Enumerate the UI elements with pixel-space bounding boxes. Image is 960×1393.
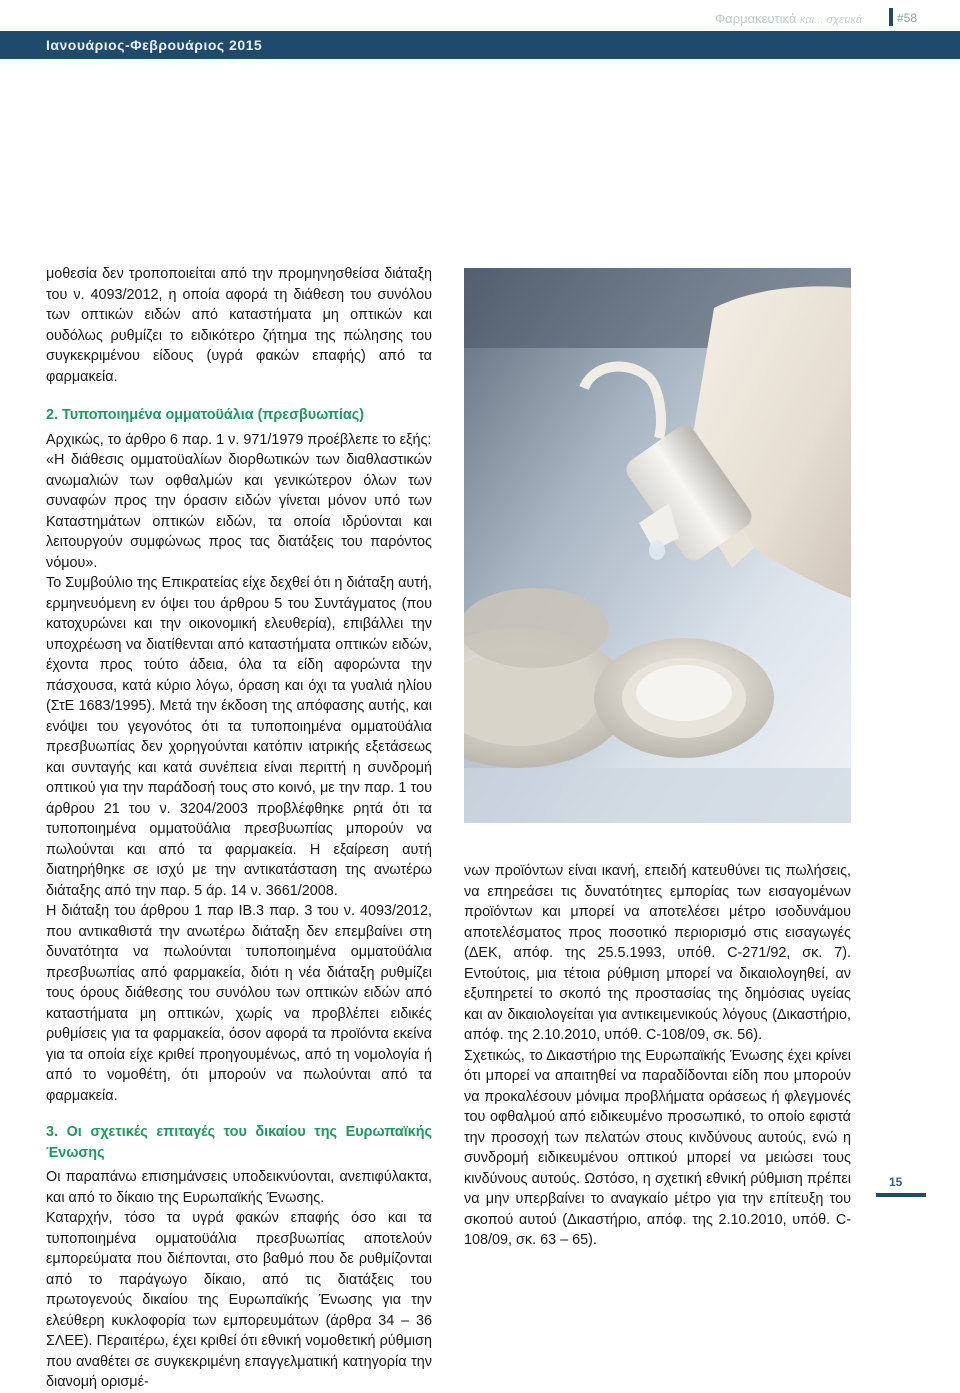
section-2-paragraph-3: Η διάταξη του άρθρου 1 παρ ΙΒ.3 παρ. 3 του ν. 4093/2012, που αντικαθιστά την ανωτέρω διάταξη δεν επεμβαίνει στη δυνατότητα να πωλούνται τυποποιημένα ομματοϋάλια πρεσβυωπίας από φαρμακεία, διότι η νέα διάταξη ρυθμίζει τους όρους διάθεσης του συνόλου των οπτικών ειδών από καταστήματα μη οπτικών, χωρίς να προβλέπει ειδικές ρυθμίσεις για τα φαρμακεία, όσον αφορά τα προϊόντα εκείνα για τα οποία είχε κριθεί προηγουμένως, από τη νομολογία ή από το νομοθέτη, ότι μπορούν να πωλούνται από τα φαρμακεία. [46, 903, 432, 1104]
section-2-heading: 2. Τυποποιημένα ομματοϋάλια (πρεσβυωπίας) [46, 407, 365, 423]
left-column [46, 264, 432, 1393]
section-2-quote: «Η διάθεσις ομματοϋαλίων διορθωτικών των διαθλαστικών ανωμαλιών των οφθαλμών και γενικώτερον όλων των συναφών προς την όρασιν ειδών γίνεται μόνον υπό των Καταστημάτων οπτικών ειδών, τα οποία ιδρύονται και λειτουργούν συμφώνως προς τας διατάξεις του παρόντος νόμου». [46, 452, 432, 571]
section-subtitle: και... σχετικά [800, 14, 862, 26]
right-column [464, 861, 851, 1251]
section-2-paragraph-2: Το Συμβούλιο της Επικρατείας είχε δεχθεί ότι η διάταξη αυτή, ερμηνευόμενη εν όψει του άρθρου 5 του Συντάγματος (που κατοχυρώνει και την οικονομική ελευθερία), επιβάλλει την υποχρέωση να διατίθενται από καταστήματα οπτικών ειδών, έχοντα προς τούτο άδεια, όλα τα είδη αφορώντα την πάσχουσα, κατά κύριο λόγω, όραση και όχι τα γυαλιά ηλίου (ΣτΕ 1683/1995). Μετά την έκδοση της απόφασης αυτής, και ενόψει του γεγονότος ότι τα τυποποιημένα ομματοϋάλια πρεσβυωπίας δεν χορηγούνται κατόπιν ιατρικής εξετάσεως και συνταγής και κατά συνέπεια είναι περιττή η συνδρομή οπτικού για την παράδοσή τους στο κοινό, με την παρ. 1 του άρθρου 21 του ν. 3204/2003 προβλέφθηκε ρητά ότι τα τυποποιημένα ομματοϋάλια πρεσβυωπίας μπορούν να πωλούνται και από τα φαρμακεία. Η εξαίρεση αυτή διατηρήθηκε σε ισχύ με την αντικατάσταση της ανωτέρω διάταξης από την παρ. 5 άρ. 14 ν. 3661/2008. [46, 575, 432, 899]
contact-lens-photo [464, 268, 851, 823]
issue-band [0, 31, 960, 59]
page-number: 15 [889, 1175, 903, 1189]
section-2-paragraph-1: Αρχικώς, το άρθρο 6 παρ. 1 ν. 971/1979 προέβλεπε το εξής: [46, 431, 432, 448]
header-marker-bar [889, 8, 893, 26]
section-3-paragraph-1: Οι παραπάνω επισημάνσεις υποδεικνύονται, ανεπιφύλακτα, και από το δίκαιο της Ευρωπαϊκής Ένωσης. [46, 1169, 432, 1206]
right-paragraph-2: Σχετικώς, το Δικαστήριο της Ευρωπαϊκής Ένωσης έχει κρίνει ότι μπορεί να απαιτηθεί να παραδίδονται είδη που μπορούν να προκαλέσουν μόνιμα προβλήματα οράσεως ή φλεγμονές του οφθαλμού από ειδικευμένο προσωπικό, το οποίο εφιστά την προσοχή των πελατών στους κινδύνους αυτούς, ενώ η συνδρομή ειδικευμένου οπτικού μπορεί να μειώσει τους κινδύνους αυτούς. Ωστόσο, η σχετική εθνική ρύθμιση πρέπει να μην υπερβαίνει το αναγκαίο μέτρο για την επίτευξη του σκοπού αυτού (Δικαστήριο, απόφ. της 2.10.2010, υπόθ. C-108/09, σκ. 63 – 65). [464, 1047, 851, 1248]
issue-date: Ιανουάριος-Φεβρουάριος 2015 [46, 37, 263, 53]
section-3-heading: 3. Οι σχετικές επιταγές του δικαίου της Ευρωπαϊκής Ένωσης [46, 1124, 432, 1161]
right-paragraph-1: νων προϊόντων είναι ικανή, επειδή κατευθύνει τις πωλήσεις, να επηρεάσει τις δυνατότητες εμπορίας των εισαγομένων προϊόντων και μπορεί να αποτελέσει μέτρο ισοδυνάμου αποτελέσματος προς ποσοτικό περιορισμό στις εισαγωγές (ΔΕΚ, απόφ. της 25.5.1993, υπόθ. C-271/92, σκ. 7). Εντούτοις, μια τέτοια ρύθμιση μπορεί να δικαιολογηθεί, αν εξυπηρετεί το σκοπό της προστασίας της δημόσιας υγείας και αν δικαιολογείται για αντικειμενικούς λόγους (Δικαστήριο, απόφ. της 2.10.2010, υπόθ. C-108/09, σκ. 56). [464, 863, 851, 1043]
page-header [0, 0, 960, 60]
section-3-paragraph-2: Καταρχήν, τόσο τα υγρά φακών επαφής όσο και τα τυποποιημένα ομματοϋάλια πρεσβυωπίας αποτελούν εμπορεύματα που διέπονται, στο βαθμό που δε ρυθμίζονται από το παράγωγο δίκαιο, από τις διατάξεις του πρωτογενούς δικαίου της Ευρωπαϊκής Ένωσης για την ελεύθερη κυκλοφορία των εμπορευμάτων (άρθρα 34 – 36 ΣΛΕΕ). Περαιτέρω, έχει κριθεί ότι εθνική νομοθετική ρύθμιση που αναθέτει σε συγκεκριμένη επαγγελματική κατηγορία την διανομή ορισμέ- [46, 1210, 432, 1390]
header-page-label: #58 [897, 11, 918, 25]
page-number-bar [876, 1193, 926, 1197]
intro-paragraph: μοθεσία δεν τροποποιείται από την προμηνησθείσα διάταξη του ν. 4093/2012, η οποία αφορά τη διάθεση του συνόλου των οπτικών ειδών από καταστήματα μη οπτικών και ουδόλως ρυθμίζει το ειδικότερο ζήτημα της πώλησης του συγκεκριμένου είδους (υγρά φακών επαφής) από τα φαρμακεία. [46, 266, 432, 385]
running-section-title [715, 11, 862, 26]
section-name: Φαρμακευτικά [714, 11, 797, 26]
